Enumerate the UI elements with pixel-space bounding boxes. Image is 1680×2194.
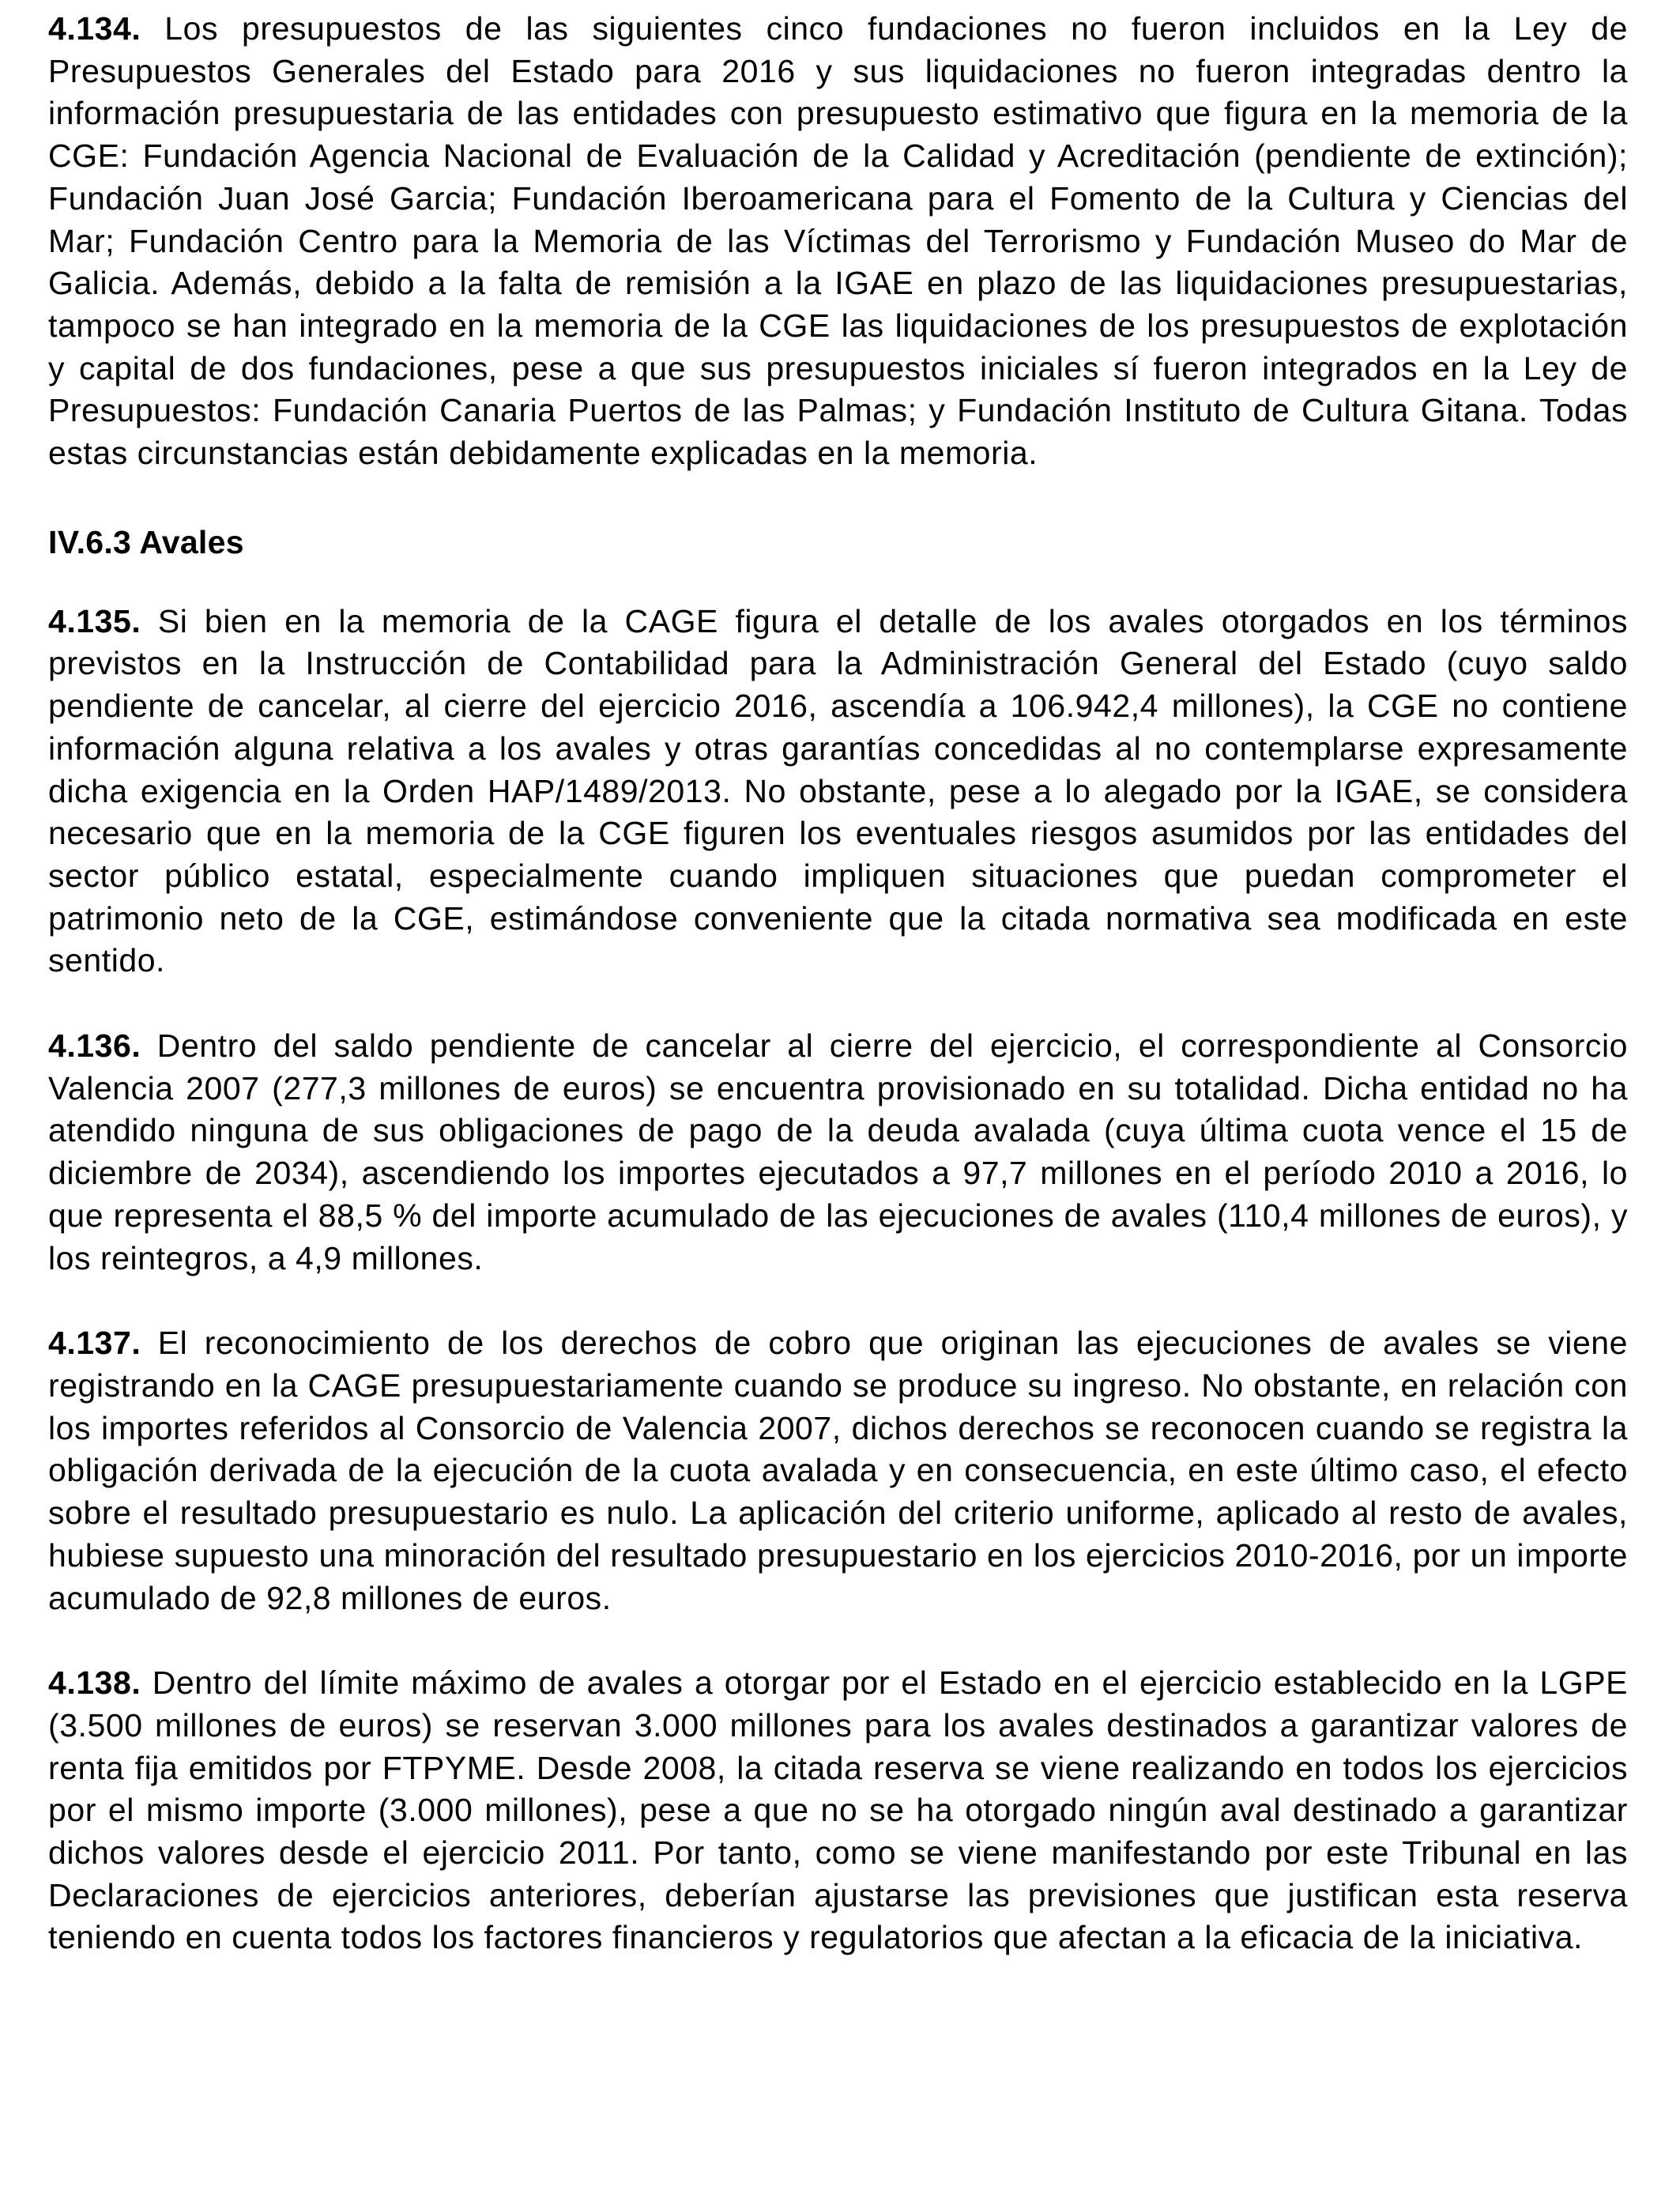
paragraph-4-136 bbox=[48, 1025, 1628, 1280]
paragraph-number: 4.137. bbox=[48, 1325, 141, 1362]
section-heading: IV.6.3 Avales bbox=[48, 523, 244, 560]
paragraph-number: 4.134. bbox=[48, 10, 141, 47]
paragraph-4-138 bbox=[48, 1662, 1628, 1959]
paragraph-4-137 bbox=[48, 1322, 1628, 1619]
document-page bbox=[48, 8, 1628, 1959]
paragraph-text: Dentro del límite máximo de avales a otorgar por el Estado en el ejercicio establecido en la LGPE (3.500 millones de euros) se reservan 3.000 millones para los avales destinados a garantizar valores de renta fija emitidos por FTPYME. Desde 2008, la citada reserva se viene realizando en todos los ejercicios por el mismo importe (3.000 millones), pese a que no se ha otorgado ningún aval destinado a garantizar dichos valores desde el ejercicio 2011. Por tanto, como se viene manifestando por este Tribunal en las Declaraciones de ejercicios anteriores, deberían ajustarse las previsiones que justifican esta reserva teniendo en cuenta todos los factores financieros y regulatorios que afectan a la eficacia de la iniciativa. bbox=[48, 1664, 1628, 1956]
paragraph-number: 4.136. bbox=[48, 1027, 141, 1065]
paragraph-number: 4.135. bbox=[48, 602, 141, 639]
paragraph-text: Si bien en la memoria de la CAGE figura el detalle de los avales otorgados en los términos previstos en la Instrucción de Contabilidad para la Administración General del Estado (cuyo saldo pendiente de cancelar, al cierre del ejercicio 2016, ascendía a 106.942,4 millones), la CGE no contiene información alguna relativa a los avales y otras garantías concedidas al no contemplarse expresamente dicha exigencia en la Orden HAP/1489/2013. No obstante, pese a lo alegado por la IGAE, se considera necesario que en la memoria de la CGE figuren los eventuales riesgos asumidos por las entidades del sector público estatal, especialmente cuando impliquen situaciones que puedan comprometer el patrimonio neto de la CGE, estimándose conveniente que la citada normativa sea modificada en este sentido. bbox=[48, 602, 1628, 979]
paragraph-number: 4.138. bbox=[48, 1664, 141, 1702]
paragraph-text: Los presupuestos de las siguientes cinco fundaciones no fueron incluidos en la Ley de Presupuestos Generales del Estado para 2016 y sus liquidaciones no fueron integradas dentro la información presupuestaria de las entidades con presupuesto estimativo que figura en la memoria de la CGE: Fundación Agencia Nacional de Evaluación de la Calidad y Acreditación (pendiente de extinción); Fundación Juan José Garcia; Fundación Iberoamericana para el Fomento de la Cultura y Ciencias del Mar; Fundación Centro para la Memoria de las Víctimas del Terrorismo y Fundación Museo do Mar de Galicia. Además, debido a la falta de remisión a la IGAE en plazo de las liquidaciones presupuestarias, tampoco se han integrado en la memoria de la CGE las liquidaciones de los presupuestos de explotación y capital de dos fundaciones, pese a que sus presupuestos iniciales sí fueron integrados en la Ley de Presupuestos: Fundación Canaria Puertos de las Palmas; y Fundación Instituto de Cultura Gitana. Todas estas circunstancias están debidamente explicadas en la memoria. bbox=[48, 10, 1628, 472]
paragraph-4-135 bbox=[48, 601, 1628, 982]
paragraph-text: Dentro del saldo pendiente de cancelar al cierre del ejercicio, el correspondiente al Consorcio Valencia 2007 (277,3 millones de euros) se encuentra provisionado en su totalidad. Dicha entidad no ha atendido ninguna de sus obligaciones de pago de la deuda avalada (cuya última cuota vence el 15 de diciembre de 2034), ascendiendo los importes ejecutados a 97,7 millones en el período 2010 a 2016, lo que representa el 88,5 % del importe acumulado de las ejecuciones de avales (110,4 millones de euros), y los reintegros, a 4,9 millones. bbox=[48, 1027, 1628, 1276]
paragraph-4-134 bbox=[48, 8, 1628, 475]
paragraph-text: El reconocimiento de los derechos de cobro que originan las ejecuciones de avales se viene registrando en la CAGE presupuestariamente cuando se produce su ingreso. No obstante, en relación con los importes referidos al Consorcio de Valencia 2007, dichos derechos se reconocen cuando se registra la obligación derivada de la ejecución de la cuota avalada y en consecuencia, en este último caso, el efecto sobre el resultado presupuestario es nulo. La aplicación del criterio uniforme, aplicado al resto de avales, hubiese supuesto una minoración del resultado presupuestario en los ejercicios 2010-2016, por un importe acumulado de 92,8 millones de euros. bbox=[48, 1325, 1628, 1616]
